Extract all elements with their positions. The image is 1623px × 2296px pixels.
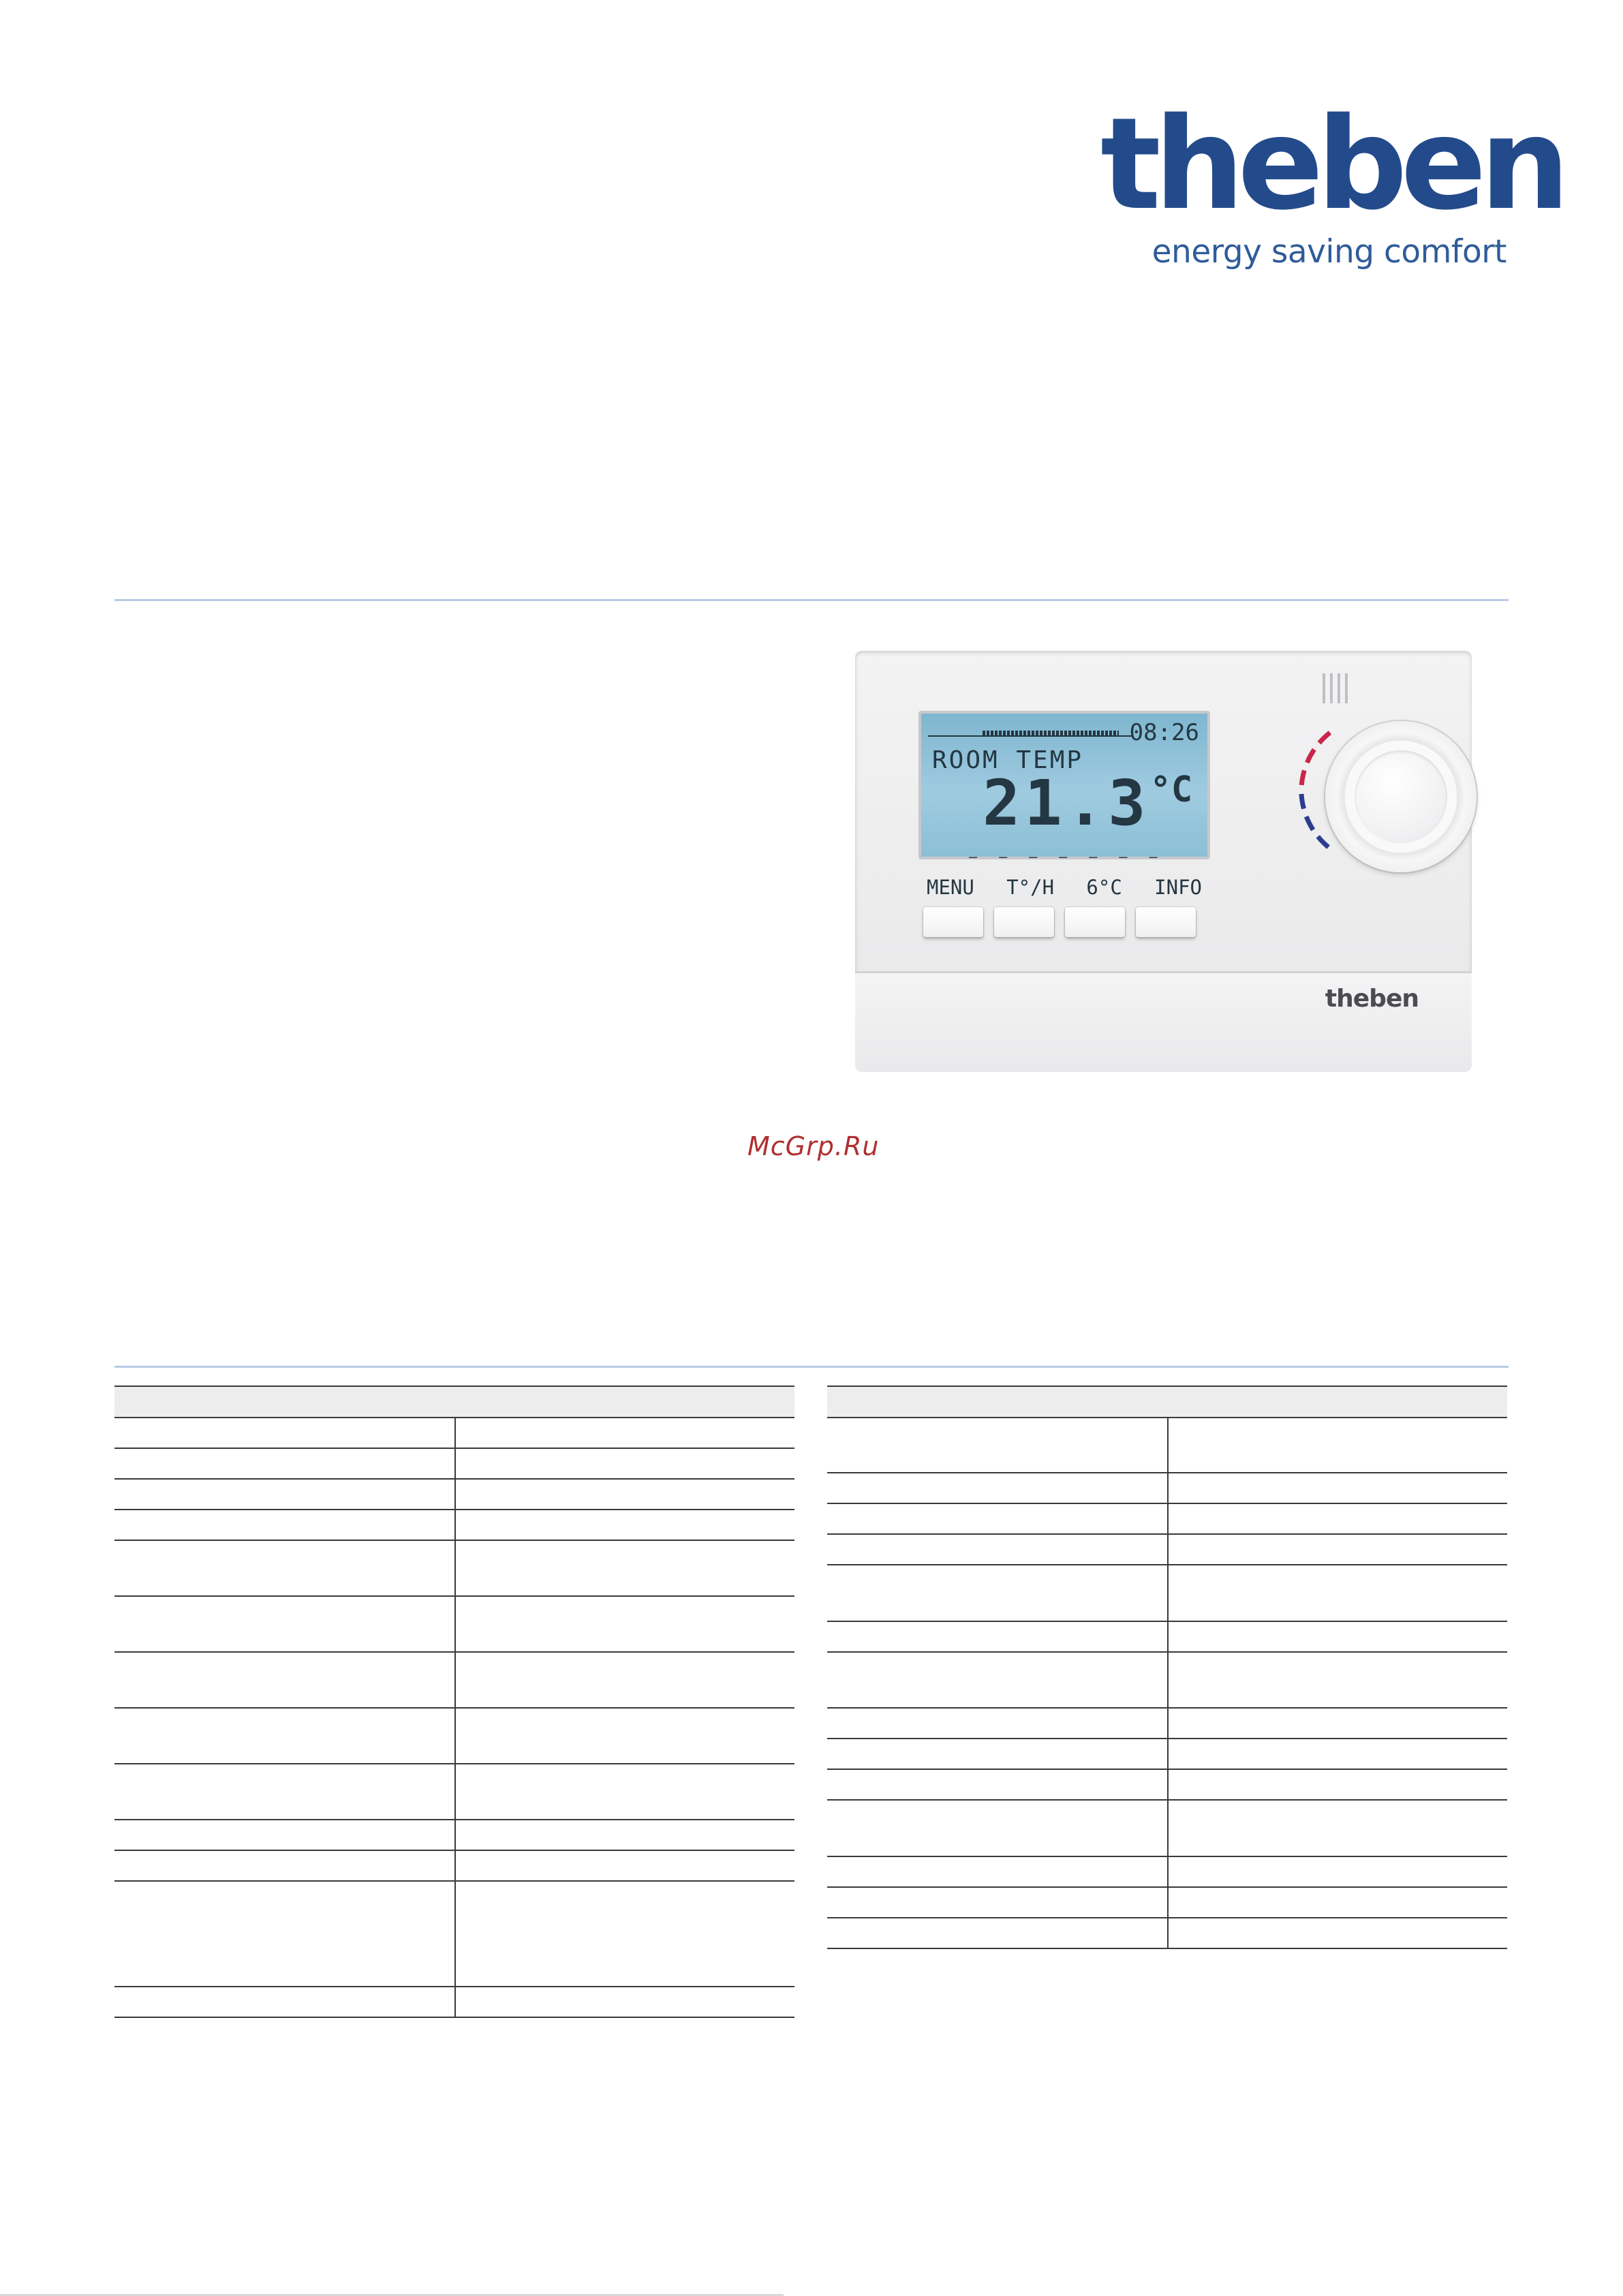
- table-row: [827, 1564, 1507, 1621]
- table-row: [114, 1448, 794, 1478]
- brand-tagline: energy saving comfort: [1151, 233, 1506, 271]
- spec-table-left: [114, 1386, 794, 2018]
- table-row: [114, 1850, 794, 1880]
- device-brand-label: theben: [1325, 985, 1419, 1013]
- table-row: [114, 1509, 794, 1540]
- lcd-temperature: $21.3^{^\circ C}$: [983, 767, 1193, 840]
- table-row: [827, 1738, 1507, 1769]
- watermark-text: McGrp.Ru: [747, 1131, 880, 1161]
- table-row: [827, 1417, 1507, 1472]
- lcd-label: ROOM TEMP: [932, 746, 1084, 774]
- table-row: [827, 1651, 1507, 1707]
- softkey-label-temp-hum: T°/H: [1006, 876, 1055, 899]
- table-row: [114, 1478, 794, 1509]
- section-divider-bottom: [114, 1366, 1509, 1368]
- softkey-label-6c: 6°C: [1086, 876, 1122, 899]
- table-row: [114, 1707, 794, 1763]
- product-image-thermostat: [855, 651, 1472, 1070]
- table-row: [114, 1417, 794, 1448]
- table-row: [114, 1880, 794, 1986]
- table-row: [827, 1886, 1507, 1917]
- lcd-softkey-labels: [927, 876, 1202, 899]
- table-row: [827, 1799, 1507, 1856]
- table-header: [114, 1386, 794, 1417]
- table-row: [827, 1621, 1507, 1651]
- device-key-3: [1065, 907, 1125, 937]
- table-row: [827, 1917, 1507, 1949]
- table-row: [827, 1472, 1507, 1503]
- device-lcd-display: [918, 711, 1210, 899]
- lcd-time-bar: [928, 730, 1132, 737]
- softkey-label-info: INFO: [1154, 876, 1202, 899]
- lcd-time: 08:26: [1129, 719, 1199, 746]
- table-row: [114, 1651, 794, 1707]
- lcd-unit: °C: [1149, 769, 1193, 810]
- table-row: [114, 1595, 794, 1651]
- device-vent-icon: [1323, 673, 1350, 703]
- table-row: [114, 1540, 794, 1595]
- brand-wordmark: theben: [1100, 90, 1564, 238]
- softkey-label-menu: MENU: [927, 876, 974, 899]
- table-row: [827, 1503, 1507, 1533]
- brand-logo: [1100, 90, 1564, 276]
- table-row: [827, 1707, 1507, 1738]
- table-row: [114, 1819, 794, 1850]
- device-key-4: [1136, 907, 1196, 937]
- lcd-day-indicator: – – – – – – –: [969, 848, 1164, 865]
- device-softkeys: [923, 907, 1209, 941]
- table-header: [827, 1386, 1507, 1417]
- device-key-2: [994, 907, 1054, 937]
- table-row: [114, 1763, 794, 1819]
- table-row: [827, 1856, 1507, 1886]
- section-divider-top: [114, 599, 1509, 601]
- table-row: [827, 1533, 1507, 1564]
- spec-table-right: [827, 1386, 1507, 1949]
- table-row: [114, 1986, 794, 2018]
- device-key-1: [923, 907, 983, 937]
- table-row: [827, 1769, 1507, 1799]
- temperature-dial-knob: [1325, 721, 1477, 872]
